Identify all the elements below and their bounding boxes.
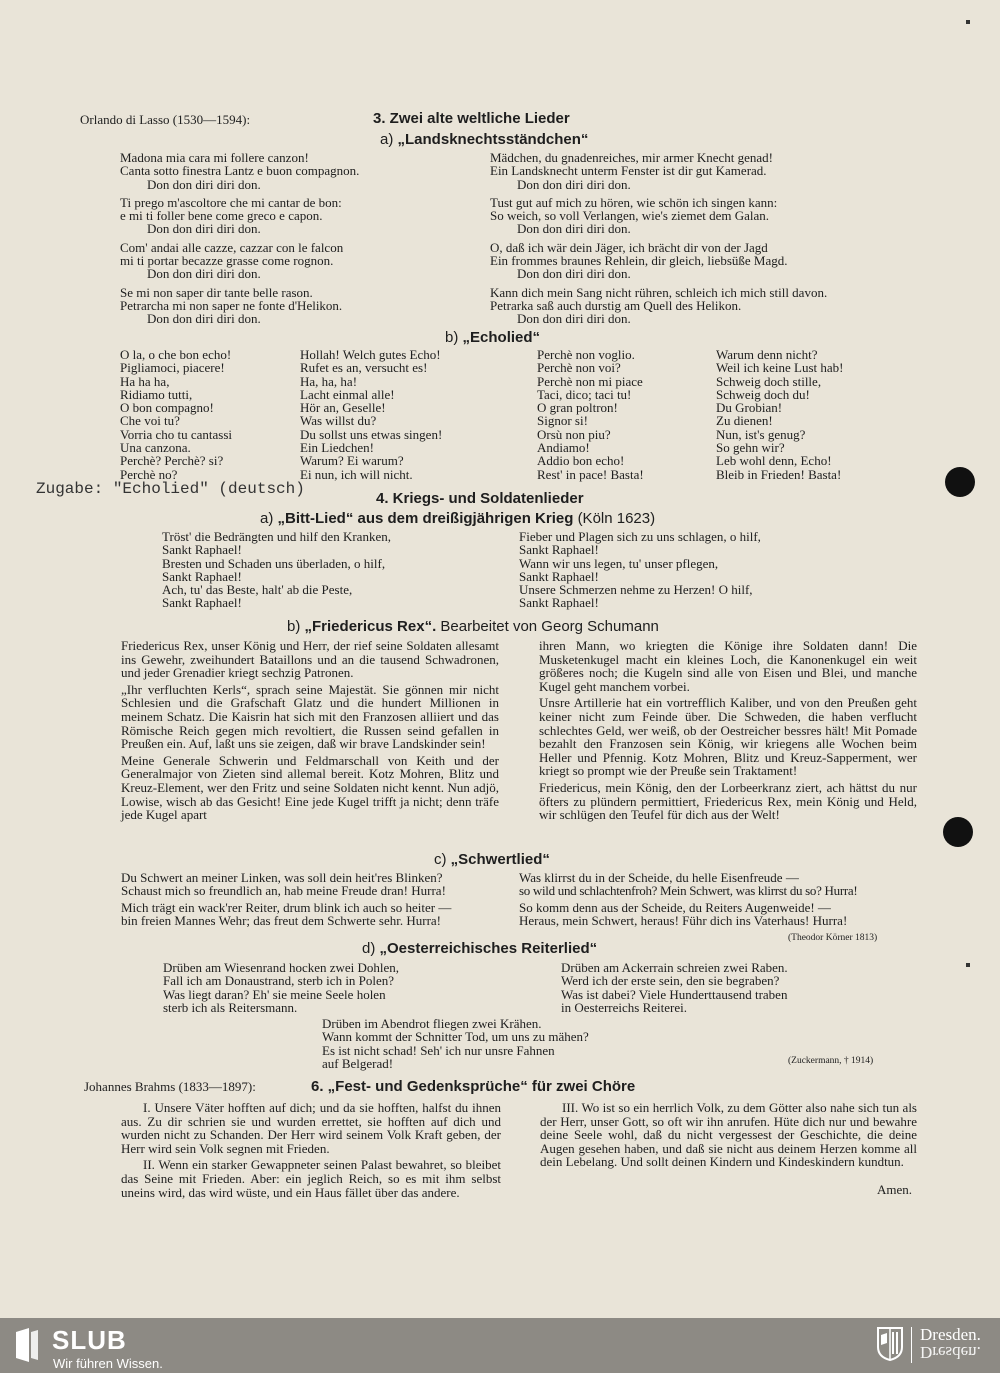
verse-line: Ei nun, ich will nicht.: [300, 466, 413, 482]
verse-line: Vorria cho tu cantassi: [120, 426, 233, 442]
verse-line: Sankt Raphael!: [519, 568, 599, 584]
song-3a-italian: [120, 151, 359, 326]
song-4b-title: „Friedericus Rex“.: [304, 618, 437, 635]
verse-line: Warum denn nicht?: [716, 347, 818, 362]
paragraph: Friedericus Rex, unser König und Herr, der rief seine Soldaten allesamt ins Gewehr, zweihundert Bataillons und an die tausend Schwadronen, und jeder Grenadier kriegt sechzig Patronen.: [121, 638, 499, 681]
song-4d-title: „Oesterreichisches Reiterlied“: [379, 940, 598, 957]
paragraph: III. Wo ist so ein herrlich Volk, zu dem Götter also nahe sich tun als der Herr, unser Gott, so oft wir ihn anrufen. Hüte dich nur und bewahre deine Seele wohl, daß du nicht vergessest der Geschichte, die deine Augen gesehen haben, und daß sie nicht aus deinem Herzen komme all dein Lebelang. Und sollt deinen Kindern und Kindeskindern kundtun.: [540, 1100, 917, 1170]
verse-line: Rest' in pace! Basta!: [537, 466, 644, 482]
verse-line: Tust gut auf mich zu hören, wie schön ich singen kann:: [490, 194, 778, 210]
verse-line: Petrarka saß auch durstig am Quell des Helikon.: [490, 297, 742, 313]
punch-hole: [943, 817, 973, 847]
reiterlied-center: [322, 1017, 589, 1070]
song-4c-prefix: c): [434, 851, 447, 868]
song-4b-heading: [287, 618, 659, 635]
verse-line: Perchè non voglio.: [537, 347, 635, 362]
song-3a-german: [490, 151, 827, 326]
verse-line: in Oesterreichs Reiterei.: [561, 999, 687, 1015]
verse-line: Sankt Raphael!: [162, 595, 242, 611]
zuckermann-credit: (Zuckermann, † 1914): [788, 1056, 874, 1066]
sprueche-left: [121, 1101, 501, 1202]
verse-line: Warum? Ei warum?: [300, 453, 404, 469]
verse-line: Zu dienen!: [716, 413, 773, 429]
song-3b-title: „Echolied“: [462, 329, 541, 346]
refrain-line: Don don diri diri don.: [147, 221, 261, 237]
slub-slogan: Wir führen Wissen.: [53, 1356, 163, 1371]
verse-line: Hör an, Geselle!: [300, 400, 386, 416]
song-4d-prefix: d): [362, 940, 376, 957]
dresden-wordmark-mirror: Dresden.: [920, 1343, 981, 1362]
verse-line: Petrarcha mi non saper ne fonte d'Helikon.: [120, 297, 343, 313]
slub-footer: [0, 1318, 1000, 1373]
verse-line: Mich trägt ein wack'rer Reiter, drum blink ich auch so heiter —: [121, 899, 452, 915]
echolied-col-3: [537, 348, 644, 481]
section-6-title: 6. „Fest- und Gedenksprüche“ für zwei Chöre: [311, 1078, 636, 1095]
sprueche-right: [540, 1101, 917, 1169]
verse-line: auf Belgerad!: [322, 1055, 394, 1071]
verse-line: Ti prego m'ascoltore che mi cantar de bon:: [120, 194, 342, 210]
refrain-line: Don don diri diri don.: [147, 176, 261, 192]
zugabe-note: Zugabe: "Echolied" (deutsch): [36, 480, 305, 498]
verse-line: Heraus, mein Schwert, heraus! Führ dich ins Vaterhaus! Hurra!: [519, 912, 848, 928]
echolied-col-2: [300, 348, 442, 481]
verse-line: Ein Landsknecht unterm Fenster ist dir gut Kamerad.: [490, 163, 767, 179]
verse-line: Orsù non piu?: [537, 426, 611, 442]
verse-line: O bon compagno!: [120, 400, 214, 416]
bittlied-right: [519, 530, 761, 610]
verse-line: Ach, tu' das Beste, halt' ab die Peste,: [162, 582, 353, 598]
verse-line: Bresten und Schaden uns überladen, o hilf,: [162, 555, 386, 571]
amen: Amen.: [877, 1182, 913, 1197]
verse-line: Pigliamoci, piacere!: [120, 360, 225, 376]
verse-line: Kann dich mein Sang nicht rühren, schleich ich mich still davon.: [490, 284, 828, 300]
verse-line: Signor si!: [537, 413, 588, 429]
song-3a-title: „Landsknechtsständchen“: [397, 131, 589, 148]
verse-line: Taci, dico; taci tu!: [537, 386, 632, 402]
song-4b-prefix: b): [287, 618, 301, 635]
verse-line: mi ti portar becazze grasse come rognon.: [120, 253, 334, 269]
verse-line: Perchè no?: [120, 466, 178, 482]
friedericus-left: [121, 639, 499, 825]
song-4b-note: Bearbeitet von Georg Schumann: [440, 618, 659, 635]
verse-line: Nun, ist's genug?: [716, 426, 806, 442]
verse-line: Leb wohl denn, Echo!: [716, 453, 832, 469]
verse-line: Werd ich der erste sein, den sie begraben?: [561, 973, 780, 989]
slub-logo-text: SLUB: [52, 1325, 127, 1355]
paragraph: Meine Generale Schwerin und Feldmarschall von Keith und der Generalmajor von Zieten sind allemal bereit. Kotz Mohren, Blitz und Kreuz-Element, wer den Fritz und seine Soldaten nicht kennt. Nun adjö, Lowise, wisch ab das Gesicht! Eine jede Kugel trifft ja nicht; denn träfe jede Kugel apart: [121, 752, 499, 823]
verse-line: bin freien Mannes Wehr; das freut dem Schwerte sehr. Hurra!: [121, 912, 441, 928]
refrain-line: Don don diri diri don.: [517, 311, 631, 327]
song-4c-title: „Schwertlied“: [450, 851, 550, 868]
section-4-title: 4. Kriegs- und Soldatenlieder: [376, 490, 584, 507]
verse-line: sterb ich als Reitersmann.: [163, 999, 298, 1015]
verse-line: Ein frommes braunes Rehlein, dir gleich, liebsüße Magd.: [490, 253, 788, 269]
bittlied-left: [162, 530, 391, 610]
verse-line: Was liegt daran? Eh' sie meine Seele holen: [163, 986, 386, 1002]
paragraph: „Ihr verfluchten Kerls“, sprach seine Majestät. Sie gönnen mir nicht Schlesien und die Grafschaft Glatz und die hundert Millionen in meinem Schatz. Die Kaisrin hat sich mit den Franzosen alliiert und das Römische Reich gegen mich revoltiert, die Russen seind gefallen in Preußen ein. Auf, laßt uns sie zeigen, daß wir brave Landskinder sein!: [121, 681, 499, 752]
verse-line: Canta sotto finestra Lantz e buon compagnon.: [120, 163, 360, 179]
song-4a-title: „Bitt-Lied“ aus dem dreißigjährigen Krieg: [277, 510, 574, 527]
verse-line: Sankt Raphael!: [519, 542, 599, 558]
verse-line: Ha ha ha,: [120, 373, 170, 389]
staple-mark: [966, 963, 970, 967]
song-4a-note: (Köln 1623): [577, 510, 656, 527]
verse-line: Che voi tu?: [120, 413, 180, 429]
verse-line: Unsere Schmerzen nehme zu Herzen! O hilf,: [519, 582, 753, 598]
paragraph: II. Wenn ein starker Gewappneter seinen Palast bewahret, so bleibet das Seine mit Frieden. Aber: ein jeglich Reich, so es mit ihm selbst uneins wird, das wird wüste, und ein Haus fället über das andere.: [121, 1157, 501, 1200]
verse-line: Es ist nicht schad! Seh' ich nur unsre Fahnen: [322, 1042, 555, 1058]
verse-line: Weil ich keine Lust hab!: [716, 360, 844, 376]
verse-line: so wild und schlachtenfroh? Mein Schwert, was klirrst du so? Hurra!: [519, 883, 858, 899]
verse-line: Fieber und Plagen sich zu uns schlagen, o hilf,: [519, 529, 761, 544]
song-4a-prefix: a): [260, 510, 274, 527]
verse-line: Was ist dabei? Viele Hunderttausend traben: [561, 986, 788, 1002]
verse-line: O gran poltron!: [537, 400, 618, 416]
koerner-credit: (Theodor Körner 1813): [788, 933, 878, 943]
verse-line: O, daß ich wär dein Jäger, ich brächt dir von der Jagd: [490, 239, 768, 255]
paragraph: Friedericus, mein König, den der Lorbeerkranz ziert, ach hättst du nur öfters zu plündern permittiert, Friedericus Rex, mein König und Held, wir schlügen den Teufel für dich aus der Welt!: [539, 779, 917, 823]
song-4c-heading: [434, 851, 550, 868]
paragraph: ihren Mann, wo kriegten die Könige ihre Soldaten dann! Die Musketenkugel macht ein kleines Loch, die Kanonenkugel ein weit größeres noch; die Kugeln sind alle von Eisen und Blei, und manche Kugel geht manchem vorbei.: [539, 638, 917, 694]
verse-line: Wann kommt der Schnitter Tod, um uns zu mähen?: [322, 1029, 589, 1045]
composer-brahms: Johannes Brahms (1833—1897):: [84, 1079, 256, 1094]
verse-line: Bleib in Frieden! Basta!: [716, 466, 842, 482]
slub-logo-icon: [12, 1326, 42, 1364]
verse-line: Rufet es an, versucht es!: [300, 360, 428, 376]
verse-line: So weich, so voll Verlangen, wie's ziemet dem Galan.: [490, 208, 770, 224]
paragraph: Unsre Artillerie hat ein vortrefflich Kaliber, und von den Preußen geht keiner nicht zum Feinde über. Die Schweden, die haben verflucht schlechtes Geld, wer weiß, ob der Oestreicher bessres hält! Mit Pomade bezahlt den Franzosen sein König, wir kriegens alle Wochen beim Heller und Pfennig. Kotz Mohren, Blitz und Kreuz-Sapperment, wer kriegt so prompt wie der Preuße sein Traktament!: [539, 695, 917, 779]
verse-line: Sankt Raphael!: [162, 542, 242, 558]
verse-line: Tröst' die Bedrängten und hilf den Kranken,: [162, 529, 391, 544]
verse-line: Perchè non mi piace: [537, 373, 643, 389]
verse-line: Mädchen, du gnadenreiches, mir armer Knecht genad!: [490, 150, 773, 165]
section-3-title: 3. Zwei alte weltliche Lieder: [373, 110, 570, 127]
verse-line: Drüben am Wiesenrand hocken zwei Dohlen,: [163, 960, 400, 975]
verse-line: Was klirrst du in der Scheide, du helle Eisenfreude —: [519, 870, 799, 885]
verse-line: Addio bon echo!: [537, 453, 625, 469]
verse-line: So komm denn aus der Scheide, du Reiters Augenweide! —: [519, 899, 831, 915]
verse-line: Sankt Raphael!: [519, 595, 599, 611]
verse-line: Du Schwert an meiner Linken, was soll dein heit'res Blinken?: [121, 870, 443, 885]
verse-line: Lacht einmal alle!: [300, 386, 395, 402]
verse-line: Se mi non saper dir tante belle rason.: [120, 284, 313, 300]
punch-hole: [945, 467, 975, 497]
verse-line: Du Grobian!: [716, 400, 783, 416]
song-3a-prefix: a): [380, 131, 394, 148]
schwertlied-right: [519, 871, 857, 927]
verse-line: Schweig doch du!: [716, 386, 810, 402]
verse-line: Ha, ha, ha!: [300, 373, 358, 389]
verse-line: Du sollst uns etwas singen!: [300, 426, 443, 442]
reiterlied-left: [163, 961, 399, 1014]
refrain-line: Don don diri diri don.: [517, 266, 631, 282]
verse-line: Fall ich am Donaustrand, sterb ich in Polen?: [163, 973, 395, 989]
verse-line: So gehn wir?: [716, 440, 785, 456]
reiterlied-right: [561, 961, 788, 1014]
verse-line: Hollah! Welch gutes Echo!: [300, 347, 441, 362]
friedericus-right: [539, 639, 917, 825]
echolied-col-4: [716, 348, 843, 481]
refrain-line: Don don diri diri don.: [517, 221, 631, 237]
schwertlied-left: [121, 871, 451, 927]
verse-line: Was willst du?: [300, 413, 377, 429]
refrain-line: Don don diri diri don.: [147, 311, 261, 327]
dresden-coat-of-arms-icon: [877, 1327, 903, 1361]
refrain-line: Don don diri diri don.: [517, 176, 631, 192]
verse-line: Drüben im Abendrot fliegen zwei Krähen.: [322, 1016, 542, 1031]
dresden-wordmark: Dresden.: [920, 1325, 981, 1344]
refrain-line: Don don diri diri don.: [147, 266, 261, 282]
paragraph: I. Unsere Väter hofften auf dich; und da sie hofften, halfst du ihnen aus. Zu dir schrien sie und wurden errettet, sie hofften auf dich und wurden nicht zu Schanden. Der Herr wird seinem Volk Kraft geben, der Herr wird sein Volk segnen mit Frieden.: [121, 1100, 501, 1156]
verse-line: Andiamo!: [537, 440, 590, 456]
verse-line: Una canzona.: [120, 440, 191, 456]
verse-line: e mi ti foller bene come greco e capon.: [120, 208, 323, 224]
verse-line: Schweig doch stille,: [716, 373, 822, 389]
footer-divider: [911, 1327, 912, 1363]
song-3b-heading: [445, 329, 540, 346]
verse-line: Madona mia cara mi follere canzon!: [120, 150, 309, 165]
song-3b-prefix: b): [445, 329, 459, 346]
verse-line: Wann wir uns legen, tu' unser pflegen,: [519, 555, 719, 571]
echolied-col-1: [120, 348, 232, 481]
staple-mark: [966, 20, 970, 24]
composer-lasso: Orlando di Lasso (1530—1594):: [80, 112, 251, 127]
song-3a-heading: [380, 131, 588, 148]
verse-line: Schaust mich so freundlich an, hab meine Freude dran! Hurra!: [121, 883, 446, 899]
verse-line: Perchè non voi?: [537, 360, 621, 376]
verse-line: Sankt Raphael!: [162, 568, 242, 584]
song-4d-heading: [362, 940, 597, 957]
song-4a-heading: [260, 510, 655, 527]
verse-line: Ein Liedchen!: [300, 440, 374, 456]
verse-line: Com' andai alle cazze, cazzar con le falcon: [120, 239, 344, 255]
verse-line: Ridiamo tutti,: [120, 386, 193, 402]
verse-line: Perchè? Perchè? si?: [120, 453, 224, 469]
verse-line: Drüben am Ackerrain schreien zwei Raben.: [561, 960, 788, 975]
verse-line: O la, o che bon echo!: [120, 347, 232, 362]
